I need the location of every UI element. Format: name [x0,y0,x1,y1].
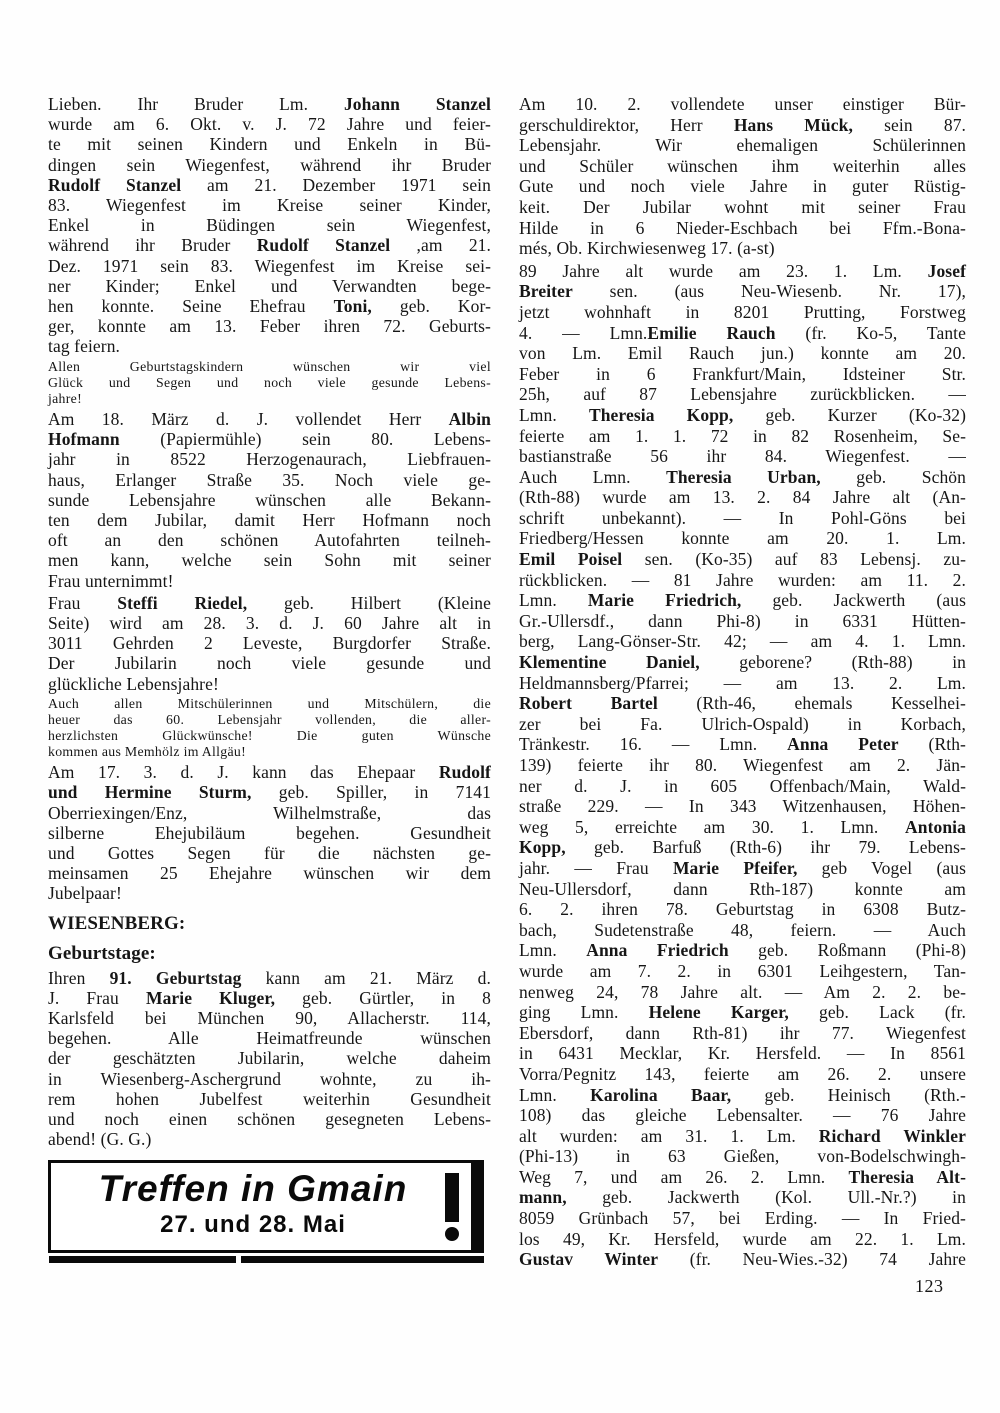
text-line: Gr.-Ullersdf., dann Phi-8) in 6331 Hütten- [519,610,966,631]
text-line: (Rth-88) wurde am 13. 2. 84 Jahre alt (An- [519,487,966,508]
text-line: Heldmannsberg/Pfarrei; — am 13. 2. Lm. [519,672,966,693]
banner-text [51,1163,455,1239]
text-line: feierte am 1. 1. 72 in 82 Rosenheim, Se- [519,425,966,446]
text-line: Am 17. 3. d. J. kann das Ehepaar Rudolf [48,762,491,783]
text-line: Vorra/Pegnitz 143, feierte am 26. 2. unsere [519,1063,966,1084]
text-line: 139) feierte ihr 80. Wiegenfest am 2. Jän- [519,755,966,775]
text-line: Hofmann (Papiermühle) sein 80. Lebens- [48,429,491,450]
text-line: silberne Ehejubiläum begehen. Gesundheit [48,822,491,843]
text-line: ger, konnte am 13. Feber ihren 72. Geburts- [48,316,491,337]
text-line: Hilde in 6 Nieder-Eschbach bei Ffm.-Bona- [519,217,966,238]
text-line: weg 5, erreichte am 30. 1. Lmn. Antonia [519,816,966,837]
text-line: Dez. 1971 sein 83. Wiegenfest im Kreise sei- [48,255,491,276]
text-line: Neu-Ullersdorf, dann Rth-187) konnte am [519,878,966,899]
text-line: während ihr Bruder Rudolf Stanzel ,am 21. [48,235,491,256]
text-line: haus, Erlanger Straße 35. Noch viele ge- [48,469,491,490]
text-block [48,359,491,407]
text-line: alt wurden: am 31. 1. Lm. Richard Winkler [519,1125,967,1146]
text-line: oft an den schönen Autofahrten teilneh- [48,530,491,551]
text-line: 4. — Lmn.Emilie Rauch (fr. Ko-5, Tante [519,322,966,343]
text-block [48,696,491,760]
text-line: keit. Der Jubilar wohnt mit seiner Frau [519,196,966,217]
text-line: hen konnte. Seine Ehefrau Toni, geb. Kor- [48,296,491,317]
text-line: Gustav Winter (fr. Neu-Wies.-32) 74 Jahre [519,1249,966,1270]
text-line: Allen Geburtstagskindern wünschen wir viel [48,358,491,374]
text-block [519,94,966,259]
banner-subtitle: 27. und 28. Mai [160,1211,346,1238]
text-line: wurde am 7. 2. in 6301 Leihgestern, Tan- [519,960,966,981]
text-line: WIESENBERG: [48,912,186,934]
text-line: und Schüler wünschen ihm weiterhin alles [519,155,966,176]
section-heading [48,943,491,964]
text-line: Lebensjahr. Wir ehemaligen Schülerinnen [519,135,966,156]
text-line: Jubelpaar! [48,883,122,904]
text-line: abend! (G. G.) [48,1129,152,1150]
text-line: Enkel in Büdingen sein Wiegenfest, [48,215,491,236]
text-line: ging Lmn. Helene Karger, geb. Lack (fr. [519,1002,966,1023]
text-line: 3011 Gehrden 2 Leveste, Burgdorfer Straße. [48,633,491,654]
text-line: heuer das 60. Lebensjahr vollenden, die aller- [48,711,491,727]
text-line: schrift unbekannt). — In Pohl-Göns bei [519,507,966,528]
text-line: J. Frau Marie Kluger, geb. Gürtler, in 8 [48,987,491,1008]
text-line: Feber in 6 Frankfurt/Main, Idsteiner Str. [519,363,966,384]
text-line: begehen. Alle Heimatfreunde wünschen [48,1028,491,1049]
text-line: ner Kinder; Enkel und Verwandten bege- [48,275,491,296]
text-line: Klementine Daniel, geborene? (Rth-88) in [519,652,966,673]
text-line: in Wiesenberg-Aschergrund wohnte, zu ih- [48,1068,491,1089]
text-line: straße 229. — In 343 Witzenhausen, Höhen- [519,796,966,817]
text-line: Oberriexingen/Enz, Wilhelmstraße, das [48,802,491,823]
text-line: Ihren 91. Geburtstag kann am 21. März d. [48,967,492,988]
text-line: jahr. — Frau Marie Pfeifer, geb Vogel (aus [519,857,966,878]
text-line: rem hohen Jubelfest weiterhin Gesundheit [48,1088,491,1109]
text-line: (Phi-13) in 63 Gießen, von-Bodelschwingh- [519,1146,966,1167]
text-line: 6. 2. ihren 78. Geburtstag in 6308 Butz- [519,899,966,920]
text-line: Rudolf Stanzel am 21. Dezember 1971 sein [48,174,491,195]
page-number: 123 [915,1276,944,1296]
text-block [48,409,491,591]
text-line: mann, geb. Jackwerth (Kol. Ull.-Nr.?) in [519,1187,966,1208]
text-line: Der Jubilarin noch viele gesunde und [48,653,491,674]
text-line: jahre! [48,390,82,406]
text-line: dingen sein Wiegenfest, während ihr Bruder [48,154,491,175]
text-line: bastianstraße 56 ihr 84. Wiegenfest. — [519,446,966,467]
text-line: Tränkestr. 16. — Lmn. Anna Peter (Rth- [519,734,966,755]
banner-title: Treffen in Gmain [98,1168,408,1209]
text-line: in 6431 Mecklar, Kr. Hersfeld. — In 8561 [519,1043,966,1064]
text-line: Breiter sen. (aus Neu-Wiesenb. Nr. 17), [519,281,966,302]
text-line: Auch Lmn. Theresia Urban, geb. Schön [519,466,966,487]
text-line: jetzt wohnhaft in 8201 Prutting, Forstweg [519,301,966,322]
text-line: Auch allen Mitschülerinnen und Mitschülern, die [48,695,491,711]
exclamation-mark-icon [445,1173,459,1245]
text-line: Lmn. Marie Friedrich, geb. Jackwerth (aus [519,590,966,611]
text-line: rückblicken. — 81 Jahre wurden: am 11. 2. [519,569,966,590]
text-line: ner d. J. in 605 Offenbach/Main, Wald- [519,775,966,796]
text-line: Friedberg/Hessen konnte am 20. 1. Lm. [519,528,966,549]
exclamation-dot [445,1227,459,1241]
text-line: Lmn. Karolina Baar, geb. Heinisch (Rth.- [519,1084,966,1105]
text-line: te mit seinen Kindern und Enkeln in Bü- [48,134,491,155]
text-line: 25h, auf 87 Lebensjahre zurückblicken. — [519,384,966,405]
text-line: meinsamen 25 Ehejahre wünschen wir dem [48,863,491,884]
text-line: men kann, welche sein Sohn mit seiner [48,550,491,571]
text-line: Weg 7, und am 26. 2. Lmn. Theresia Alt- [519,1166,966,1187]
text-block [48,593,491,694]
text-line: Ebersdorf, dann Rth-81) ihr 77. Wiegenfest [519,1022,966,1043]
text-line: Lmn. Theresia Kopp, geb. Kurzer (Ko-32) [519,404,966,425]
event-banner [48,1160,484,1253]
text-line: und Hermine Sturm, geb. Spiller, in 7141 [48,782,491,803]
text-line: der geschätzten Jubilarin, welche daheim [48,1048,491,1069]
text-line: gerschuldirektor, Herr Hans Mück, sein 87. [519,114,967,135]
text-line: von Lm. Emil Rauch jun.) konnte am 20. [519,343,966,364]
text-line: Seite) wird am 28. 3. d. J. 60 Jahre alt in [48,612,491,633]
text-line: 83. Wiegenfest im Kreise seiner Kinder, [48,195,491,216]
text-line: sunde Lebensjahre wünschen alle Bekann- [48,489,491,510]
text-line: kommen aus Memhölz im Allgäu! [48,744,246,760]
text-line: Geburtstage: [48,942,156,964]
text-line: Kopp, geb. Barfuß (Rth-6) ihr 79. Lebens- [519,837,966,858]
text-line: Lmn. Anna Friedrich geb. Roßmann (Phi-8) [519,940,966,961]
text-line: zer bei Fa. Ulrich-Ospald) in Korbach, [519,713,966,734]
text-line: 89 Jahre alt wurde am 23. 1. Lm. Josef [519,260,966,281]
section-heading [48,913,491,934]
divider-bar-right [241,1256,484,1263]
text-line: und Gottes Segen für die nächsten ge- [48,842,491,863]
text-block [519,261,966,1270]
exclamation-bar [445,1173,459,1222]
text-line: glückliche Lebensjahre! [48,673,219,694]
text-line: Am 18. März d. J. vollendet Herr Albin [48,408,491,429]
text-line: Glück und Segen und noch viele gesunde Lebens- [48,374,491,390]
text-line: jahr in 8522 Herzogenaurach, Liebfrauen- [48,449,491,470]
text-line: nenweg 24, 78 Jahre alt. — Am 2. 2. be- [519,981,966,1002]
text-line: Am 10. 2. vollendete unser einstiger Bür- [519,94,966,114]
text-line: Frau unternimmt! [48,570,174,591]
left-text-column [48,94,491,1151]
text-block [48,94,491,357]
text-line: und noch einen schönen gesegneten Lebens- [48,1108,491,1129]
text-line: los 49, Kr. Hersfeld, wurde am 22. 1. Lm. [519,1228,966,1249]
text-line: ten dem Jubilar, damit Herr Hofmann noch [48,509,491,530]
text-line: Robert Bartel (Rth-46, ehemals Kesselhei- [519,693,966,714]
text-line: berg, Lang-Gönser-Str. 42; — am 4. 1. Lmn. [519,631,966,652]
text-line: Lieben. Ihr Bruder Lm. Johann Stanzel [48,94,491,114]
text-line: wurde am 6. Okt. v. J. 72 Jahre und feier- [48,114,491,135]
text-block [48,968,491,1150]
text-block [48,762,491,903]
divider-bar-left [49,1256,236,1263]
text-line: Frau Steffi Riedel, geb. Hilbert (Kleine [48,592,492,613]
right-text-column [519,94,966,1272]
text-line: 8059 Grünbach 57, bei Erding. — In Fried- [519,1208,966,1229]
text-line: Gute und noch viele Jahre in guter Rüstig- [519,176,966,197]
text-line: bach, Sudetenstraße 48, feiern. — Auch [519,919,966,940]
text-line: Karlsfeld bei München 90, Allacherstr. 114, [48,1007,491,1028]
text-line: Emil Poisel sen. (Ko-35) auf 83 Lebensj. zu- [519,549,966,570]
text-line: més, Ob. Kirchwiesenweg 17. (a-st) [519,238,775,259]
text-line: tag feiern. [48,336,121,357]
text-line: herzlichsten Glückwünsche! Die guten Wünsche [48,727,491,743]
text-line: 108) das gleiche Lebensalter. — 76 Jahre [519,1105,966,1126]
